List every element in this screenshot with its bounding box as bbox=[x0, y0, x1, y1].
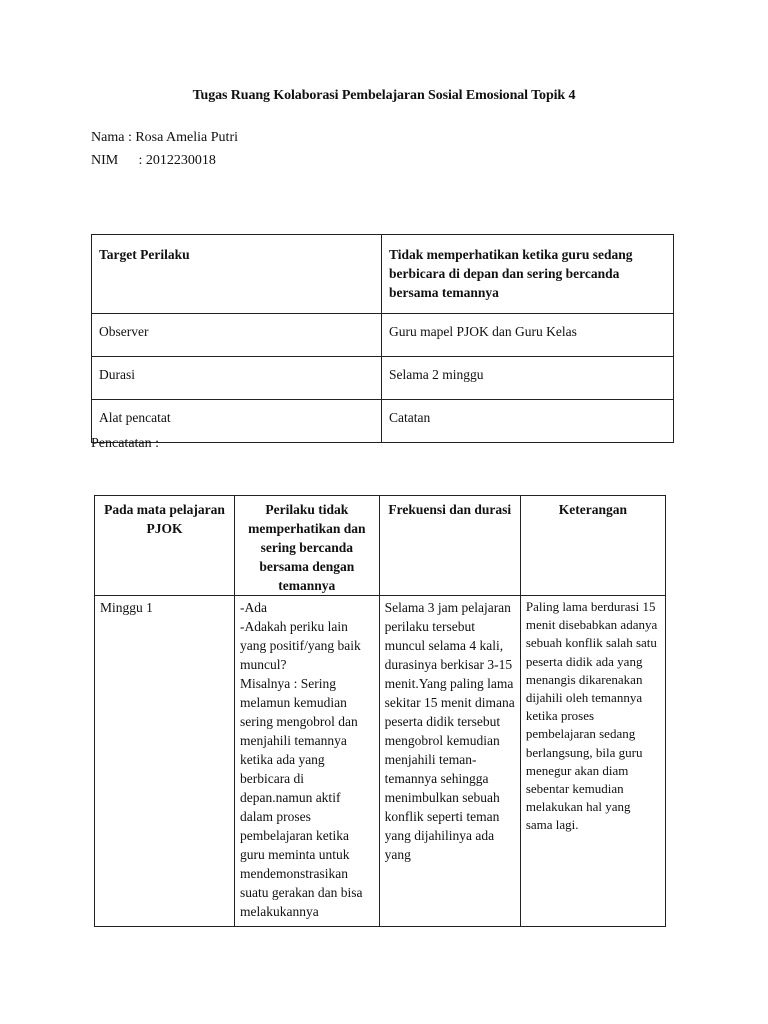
document-title: Tugas Ruang Kolaborasi Pembelajaran Sosial Emosional Topik 4 bbox=[192, 88, 576, 103]
header-pada-mata-pelajaran: Pada mata pelajaran PJOK bbox=[95, 496, 235, 596]
nim-line bbox=[91, 153, 216, 169]
header-frekuensi-durasi: Frekuensi dan durasi bbox=[379, 496, 520, 596]
table-row bbox=[95, 596, 666, 927]
alat-pencatat-label: Alat pencatat bbox=[92, 400, 382, 443]
nama-label: Nama bbox=[91, 130, 125, 145]
perilaku-cell bbox=[234, 596, 379, 927]
perilaku-text: -Ada -Adakah periku lain yang positif/yang baik muncul? Misalnya : Sering melamun kemudian sering mengobrol dan menjahili temannya ketika ada yang berbicara di depan.namun aktif dalam proses pembelajaran ketika guru meminta untuk mendemonstrasikan suatu gerakan dan bisa melakukannya bbox=[239, 600, 363, 919]
observer-value: Guru mapel PJOK dan Guru Kelas bbox=[382, 314, 674, 357]
observation-record-table bbox=[94, 495, 666, 927]
nim-label: NIM bbox=[91, 153, 119, 168]
behavior-info-table bbox=[91, 234, 674, 443]
minggu-cell bbox=[95, 596, 235, 927]
table-row bbox=[92, 400, 674, 443]
nim-value: : 2012230018 bbox=[138, 153, 216, 168]
durasi-label: Durasi bbox=[92, 357, 382, 400]
nama-line bbox=[91, 130, 238, 146]
target-perilaku-label: Target Perilaku bbox=[92, 235, 382, 314]
header-perilaku: Perilaku tidak memperhatikan dan sering bercanda bersama dengan temannya bbox=[234, 496, 379, 596]
nama-value: : Rosa Amelia Putri bbox=[127, 130, 238, 145]
frekuensi-text: Selama 3 jam pelajaran perilaku tersebut muncul selama 4 kali, durasinya berkisar 3-15 menit.Yang paling lama sekitar 15 menit dimana peserta didik tersebut mengobrol kemudian menjahili teman-temannya sehingga menimbulkan sebuah konflik seperti teman yang dijahilinya ada yang bbox=[384, 600, 515, 862]
pencatatan-label: Pencatatan : bbox=[91, 436, 160, 451]
keterangan-cell bbox=[520, 596, 665, 927]
table-header-row bbox=[95, 496, 666, 596]
target-perilaku-value: Tidak memperhatikan ketika guru sedang berbicara di depan dan sering bercanda bersama temannya bbox=[382, 235, 674, 314]
header-keterangan: Keterangan bbox=[520, 496, 665, 596]
table-row bbox=[92, 235, 674, 314]
keterangan-text: Paling lama berdurasi 15 menit disebabkan adanya sebuah konflik salah satu peserta didik ada yang menangis dikarenakan dijahili oleh temannya ketika proses pembelajaran sedang berlangsung, bila guru menegur akan diam sebentar kemudian melakukan hal yang sama lagi. bbox=[525, 599, 658, 833]
table-row bbox=[92, 357, 674, 400]
alat-pencatat-value: Catatan bbox=[382, 400, 674, 443]
minggu-text: Minggu 1 bbox=[100, 600, 153, 615]
durasi-value: Selama 2 minggu bbox=[382, 357, 674, 400]
frekuensi-cell bbox=[379, 596, 520, 927]
observer-label: Observer bbox=[92, 314, 382, 357]
table-row bbox=[92, 314, 674, 357]
